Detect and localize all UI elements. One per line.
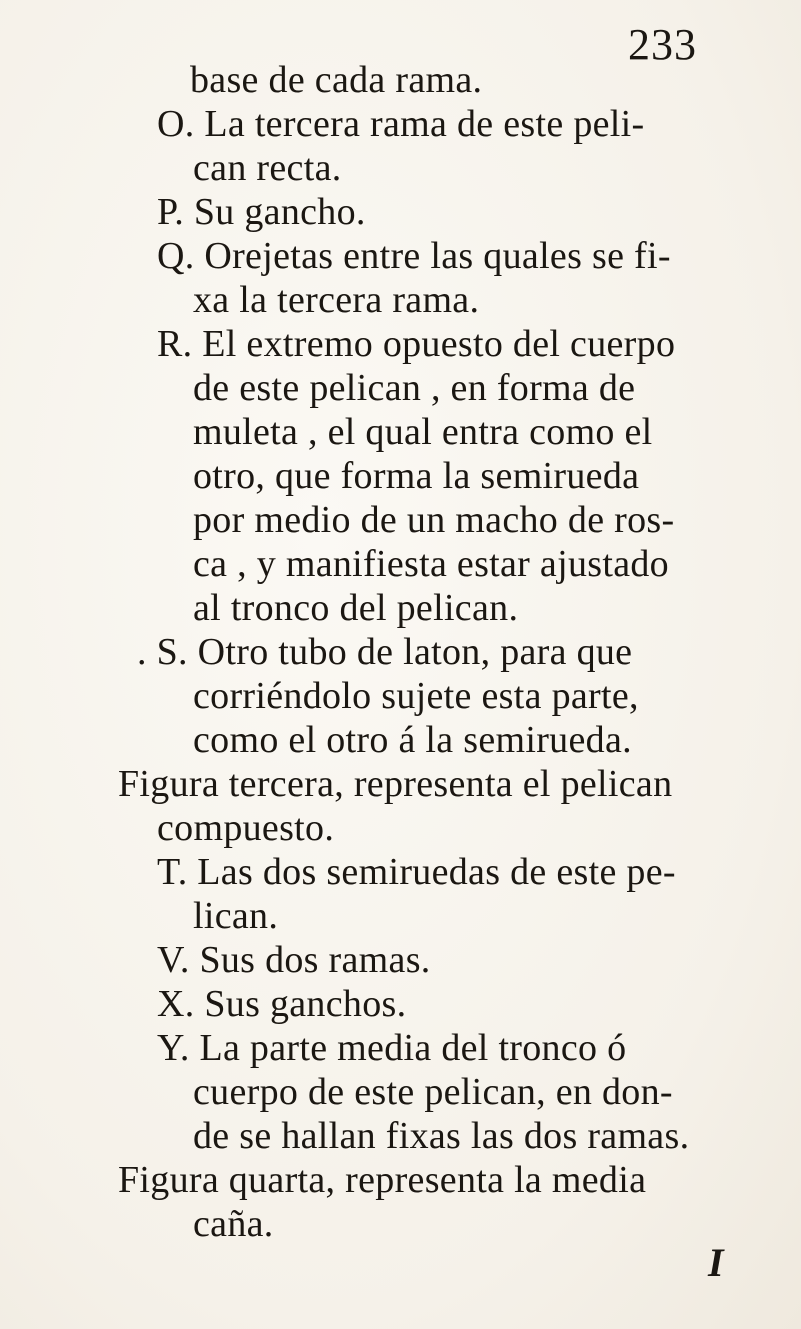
text-line: X. Sus ganchos.	[157, 983, 407, 1025]
text-line: lican.	[193, 895, 279, 937]
text-line: Y. La parte media del tronco ó	[157, 1027, 627, 1069]
text-line: xa la tercera rama.	[193, 279, 480, 321]
text-line: . S. Otro tubo de laton, para que	[137, 631, 633, 673]
text-line: base de cada rama.	[190, 59, 483, 101]
text-line: compuesto.	[157, 807, 335, 849]
text-line: T. Las dos semiruedas de este pe-	[157, 851, 676, 893]
text-line: V. Sus dos ramas.	[157, 939, 431, 981]
text-line: Figura quarta, representa la media	[118, 1159, 647, 1201]
text-line: O. La tercera rama de este peli-	[157, 103, 645, 145]
text-line: can recta.	[193, 147, 342, 189]
text-line: otro, que forma la semirueda	[193, 455, 640, 497]
text-line: cuerpo de este pelican, en don-	[193, 1071, 673, 1113]
text-line: al tronco del pelican.	[193, 587, 519, 629]
text-line: muleta , el qual entra como el	[193, 411, 653, 453]
text-line: caña.	[193, 1203, 274, 1245]
text-line: de este pelican , en forma de	[193, 367, 636, 409]
text-line: ca , y manifiesta estar ajustado	[193, 543, 669, 585]
catchword: I	[708, 1240, 724, 1285]
text-line: Q. Orejetas entre las quales se fi-	[157, 235, 671, 277]
page-number: 233	[628, 20, 697, 69]
text-line: P. Su gancho.	[157, 191, 366, 233]
text-line: de se hallan fixas las dos ramas.	[193, 1115, 690, 1157]
text-line: corriéndolo sujete esta parte,	[193, 675, 639, 717]
text-line: por medio de un macho de ros-	[193, 499, 675, 541]
text-line: Figura tercera, representa el pelican	[118, 763, 673, 805]
text-line: como el otro á la semirueda.	[193, 719, 632, 761]
text-line: R. El extremo opuesto del cuerpo	[157, 323, 676, 365]
